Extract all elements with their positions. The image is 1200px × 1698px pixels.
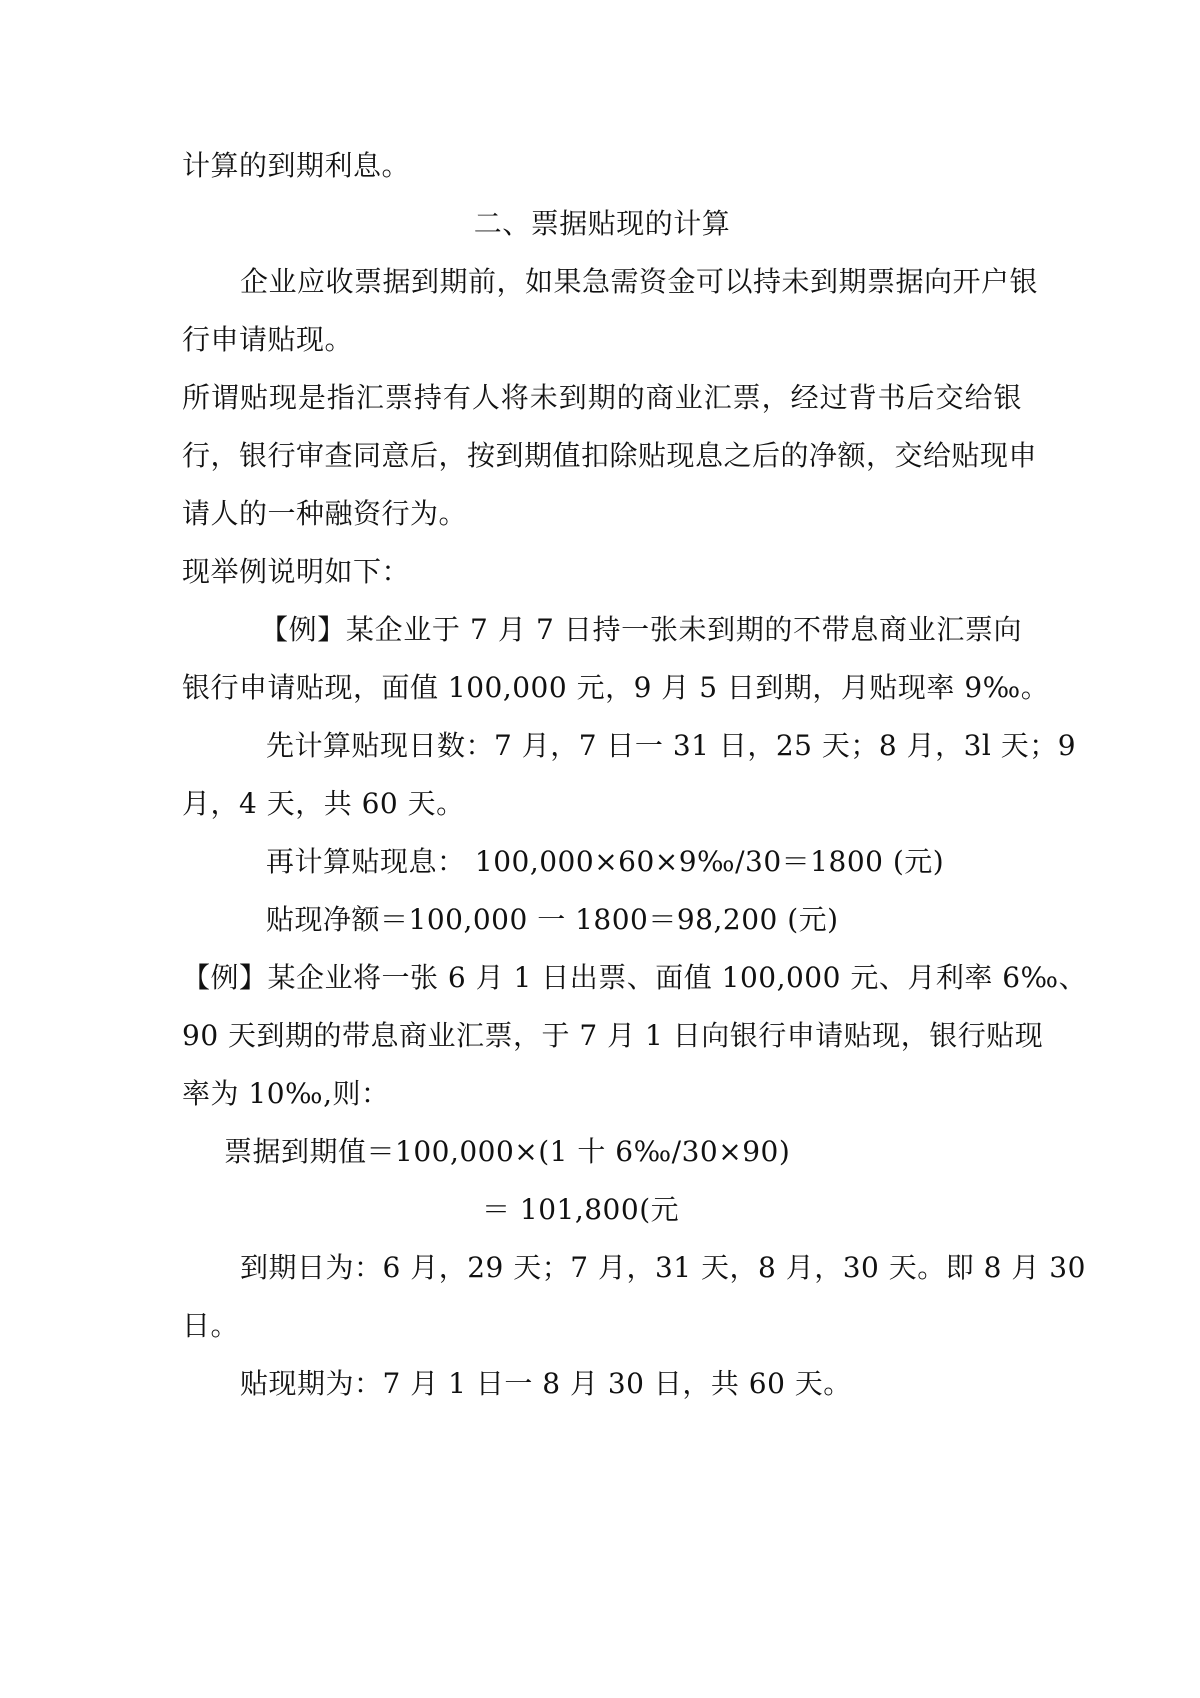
text-line-1: 计算的到期利息。 — [182, 149, 411, 182]
due-date-line-2: 日。 — [182, 1309, 240, 1342]
maturity-value-formula: 票据到期值＝100,000×(1 十 6‰/30×90) — [224, 1135, 791, 1168]
example-1-line-4: 月，4 天，共 60 天。 — [182, 787, 465, 820]
section-heading: 二、票据贴现的计算 — [473, 207, 731, 240]
example-2-line-2: 90 天到期的带息商业汇票，于 7 月 1 日向银行申请贴现，银行贴现 — [182, 1019, 1044, 1052]
due-date-line-1: 到期日为：6 月，29 天；7 月，31 天，8 月，30 天。即 8 月 30 — [240, 1251, 1086, 1284]
text-line-3: 企业应收票据到期前，如果急需资金可以持未到期票据向开户银 — [240, 265, 1039, 298]
example-1-line-1: 【例】某企业于 7 月 7 日持一张未到期的不带息商业汇票向 — [260, 613, 1022, 646]
example-1-line-3: 先计算贴现日数：7 月，7 日一 31 日，25 天；8 月，3l 天；9 — [266, 729, 1077, 762]
maturity-value-result: ＝ 101,800(元 — [482, 1193, 680, 1226]
text-line-6: 行，银行审查同意后，按到期值扣除贴现息之后的净额，交给贴现申 — [182, 439, 1038, 472]
example-2-line-1: 【例】某企业将一张 6 月 1 日出票、面值 100,000 元、月利率 6‰、 — [182, 961, 1088, 994]
text-line-7: 请人的一种融资行为。 — [182, 497, 468, 530]
net-discount-formula: 贴现净额＝100,000 一 1800＝98,200 (元) — [266, 903, 839, 936]
example-2-line-3: 率为 10‰,则： — [182, 1077, 390, 1110]
text-line-8: 现举例说明如下： — [182, 555, 411, 588]
discount-interest-formula: 再计算贴现息： 100,000×60×9‰/30＝1800 (元) — [266, 845, 945, 878]
text-line-4: 行申请贴现。 — [182, 323, 354, 356]
text-line-5: 所谓贴现是指汇票持有人将未到期的商业汇票，经过背书后交给银 — [182, 381, 1022, 414]
example-1-line-2: 银行申请贴现，面值 100,000 元，9 月 5 日到期，月贴现率 9‰。 — [182, 671, 1050, 704]
discount-period-line: 贴现期为：7 月 1 日一 8 月 30 日，共 60 天。 — [240, 1367, 852, 1400]
